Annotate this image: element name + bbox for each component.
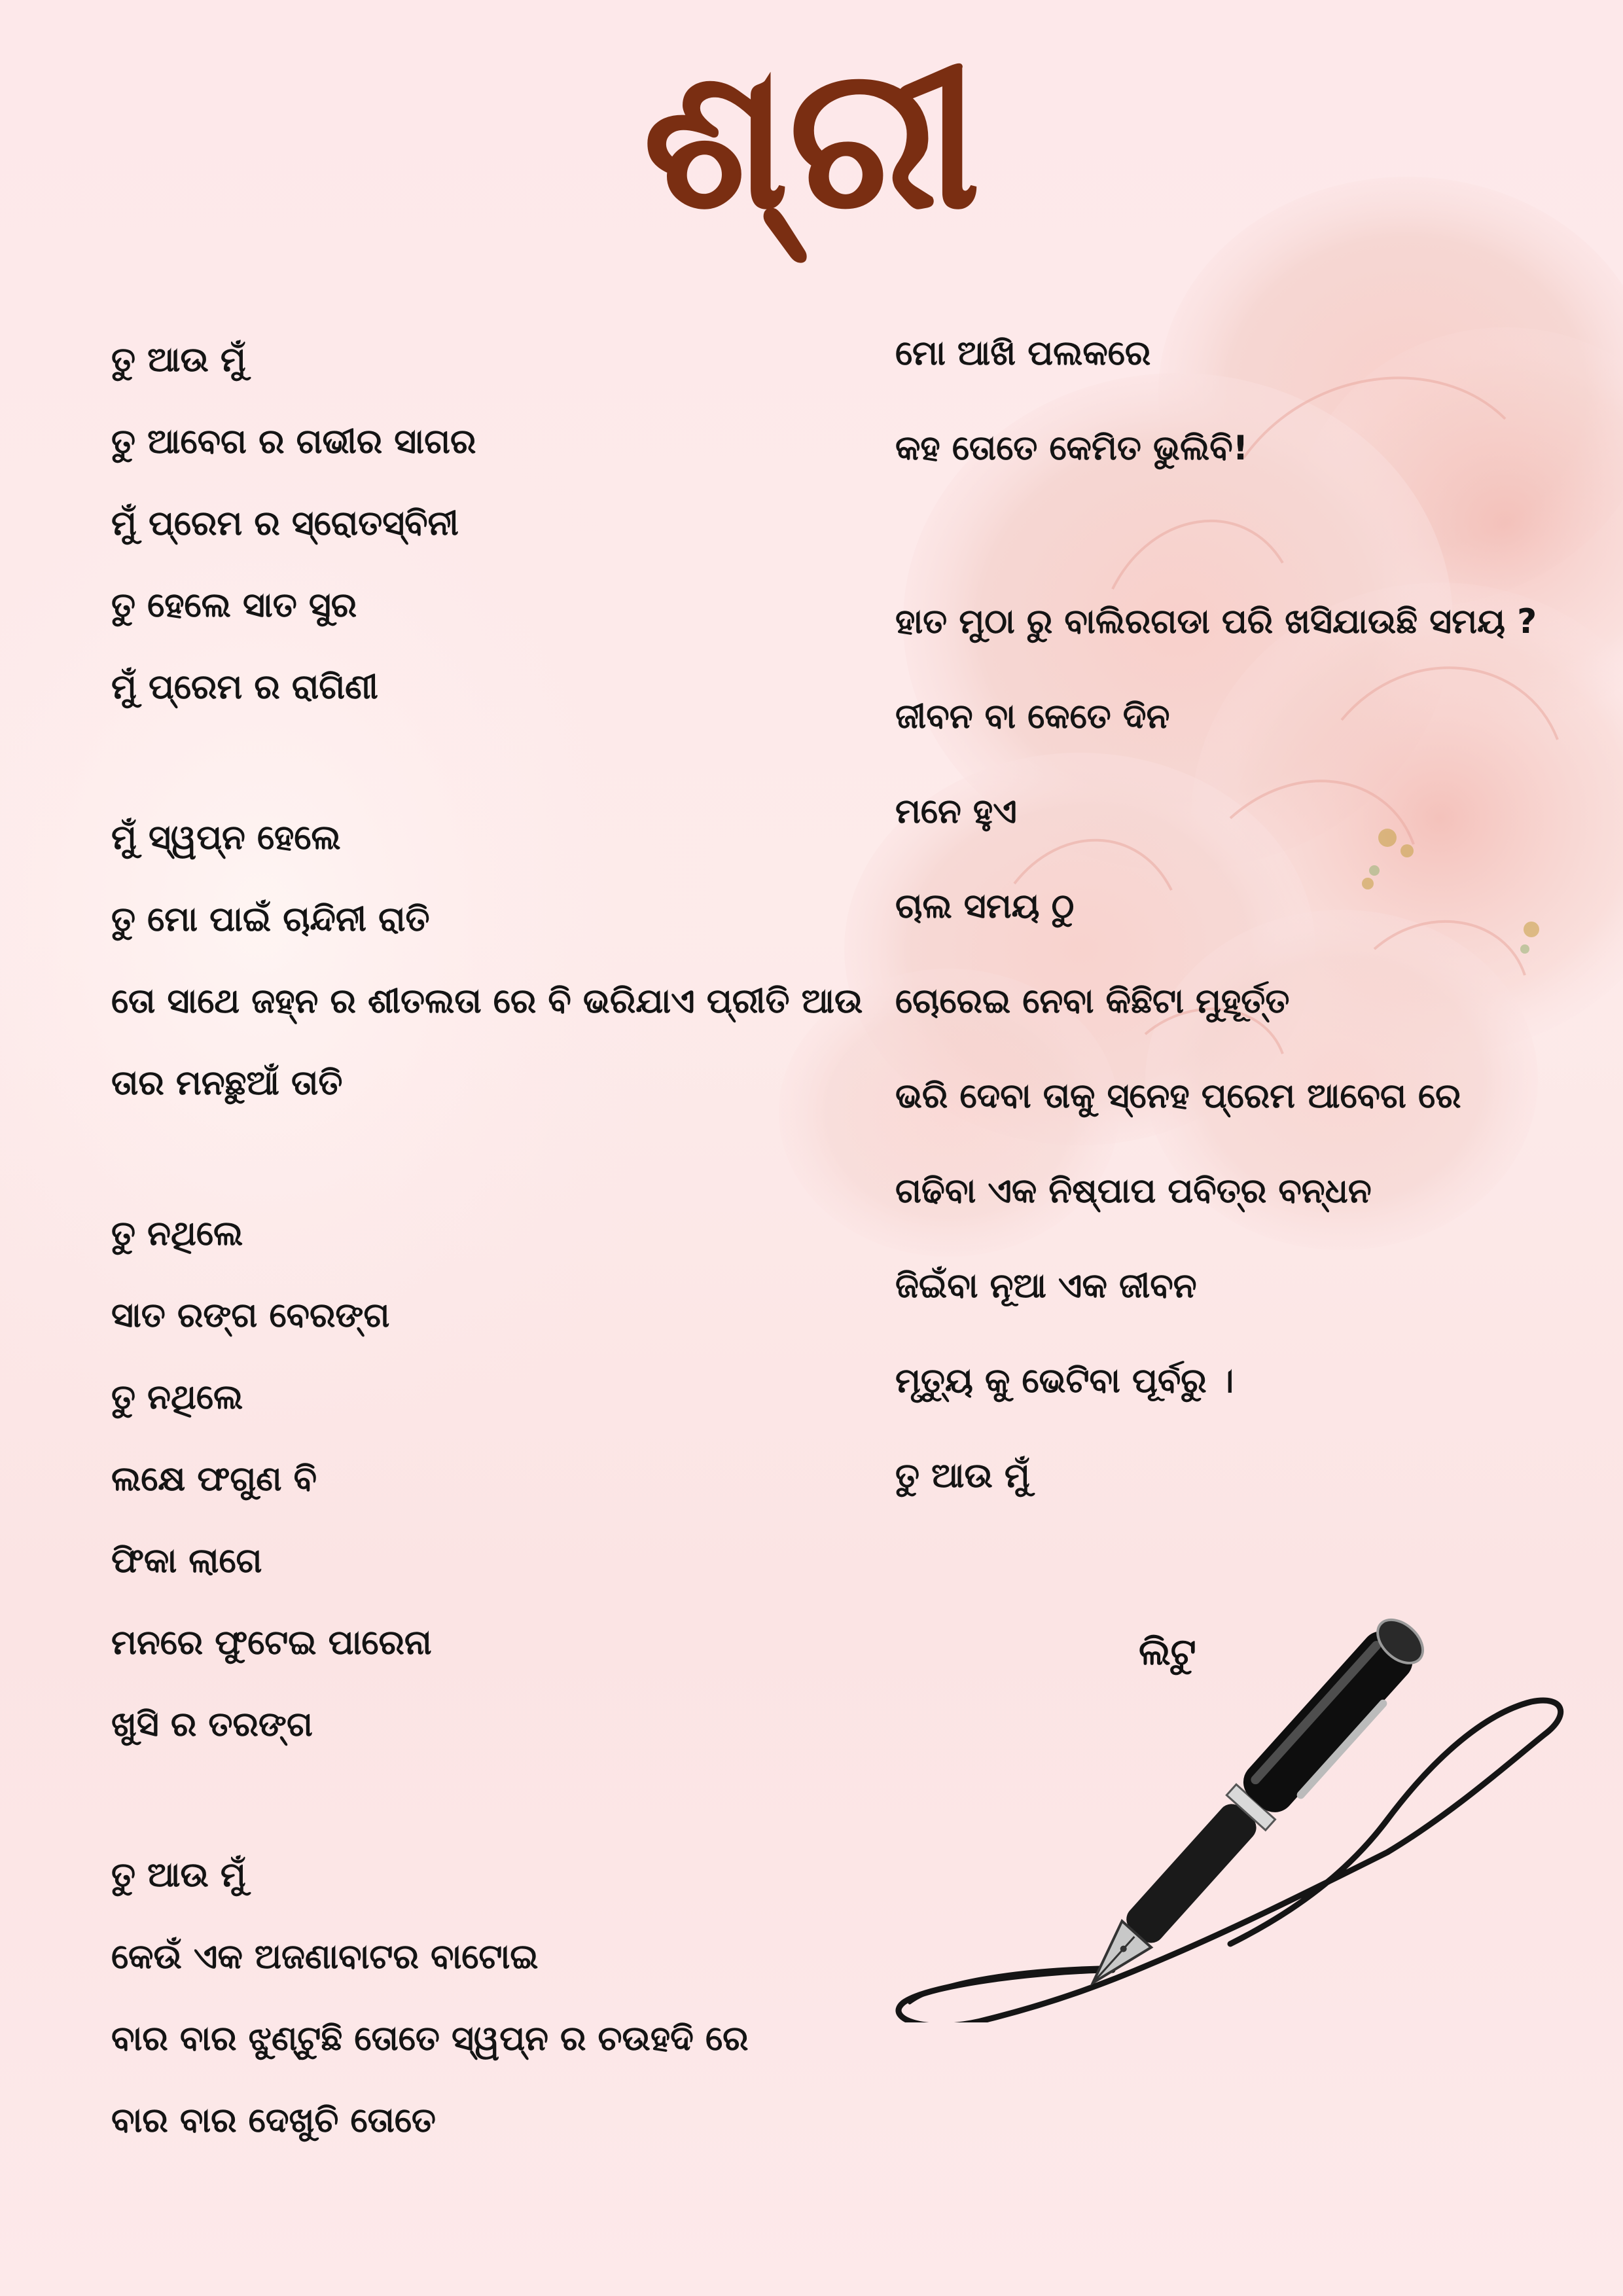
poem-line: ତାର ମନଛୁଆଁ ତାତି — [111, 1064, 343, 1103]
poem-line: ମୁଁ ପ୍ରେମ ର ସ୍ରୋତସ୍ବିନୀ — [111, 504, 459, 543]
author-signature: ଲିଟୁ — [1139, 1631, 1196, 1674]
poem-line: ଚାଲ ସମୟ ଠୁ — [895, 887, 1075, 926]
fountain-pen-icon — [890, 1617, 1584, 2022]
poem-line: ତୁ ଆଉ ମୁଁ — [895, 1456, 1030, 1496]
poem-line: ଗଢିବା ଏକ ନିଷ୍ପାପ ପବିତ୍ର ବନ୍ଧନ — [895, 1172, 1372, 1211]
poem-line: କହ ତୋତେ କେମିତ ଭୁଲିବି! — [895, 429, 1249, 468]
poem-line: ତୁ ଆବେଗ ର ଗଭୀର ସାଗର — [111, 422, 476, 461]
poem-line: ତୁ ମୋ ପାଇଁ ଚାନ୍ଦିନୀ ରାତି — [111, 900, 430, 939]
poem-line: ହାତ ମୁଠା ରୁ ବାଲିରଗଡା ପରି ଖସିଯାଉଛି ସମୟ ? — [895, 602, 1537, 641]
poem-line: ଫିକା ଲାଗେ — [111, 1541, 262, 1581]
poem-line: ବାର ବାର ଝୁଣ୍ଟୁଛି ତୋତେ ସ୍ୱପ୍ନ ର ଚଉହଦି ରେ — [111, 2019, 749, 2058]
poem-line: ସାତ ରଙ୍ଗ ବେରଙ୍ଗ — [111, 1296, 390, 1335]
poem-line: ଜିଇଁବା ନୂଆ ଏକ ଜୀବନ — [895, 1266, 1197, 1306]
poem-line: ତୁ ଆଉ ମୁଁ — [111, 340, 246, 380]
poem-line: କେଉଁ ଏକ ଅଜଣାବାଟର ବାଟୋଇ — [111, 1937, 539, 1977]
poem-line: ତୋ ସାଥେ ଜହ୍ନ ର ଶୀତଲତା ରେ ବି ଭରିଯାଏ ପ୍ରୀତି ଆଉ — [111, 982, 863, 1021]
page-title: ଶ୍ରୀ — [643, 22, 980, 253]
poem-line: ଲକ୍ଷେ ଫଗୁଣ ବି — [111, 1460, 317, 1499]
poem-line: ମୃତ୍ୟୁ କୁ ଭେଟିବା ପୂର୍ବରୁ । — [895, 1361, 1234, 1401]
poem-line: ମନରେ ଫୁଟେଇ ପାରେନା — [111, 1623, 432, 1662]
poem-line: ମୁଁ ପ୍ରେମ ର ରାଗିଣୀ — [111, 668, 378, 707]
poem-line: ତୁ ନଥିଲେ — [111, 1378, 243, 1417]
poem-line: ମୋ ଆଖି ପଲକରେ — [895, 334, 1151, 373]
poem-line: ତୁ ହେଲେ ସାତ ସୁର — [111, 586, 357, 625]
poem-line: ମନେ ହୁଏ — [895, 792, 1017, 831]
poem-line: ଭରି ଦେବା ତାକୁ ସ୍ନେହ ପ୍ରେମ ଆବେଗ ରେ — [895, 1077, 1461, 1116]
poem-line: ତୁ ଆଉ ମୁଁ — [111, 1856, 246, 1895]
poem-line: ଜୀବନ ବା କେତେ ଦିନ — [895, 697, 1170, 736]
poem-line: ଚୋରେଇ ନେବା କିଛିଟା ମୁହୂର୍ତ୍ତ — [895, 982, 1290, 1021]
poem-line: ତୁ ନଥିଲେ — [111, 1214, 243, 1253]
poem-line: ମୁଁ ସ୍ୱପ୍ନ ହେଲେ — [111, 818, 341, 857]
poem-line: ଖୁସି ର ତରଙ୍ଗ — [111, 1705, 313, 1744]
poem-line: ବାର ବାର ଦେଖୁଚି ତୋତେ — [111, 2101, 436, 2140]
